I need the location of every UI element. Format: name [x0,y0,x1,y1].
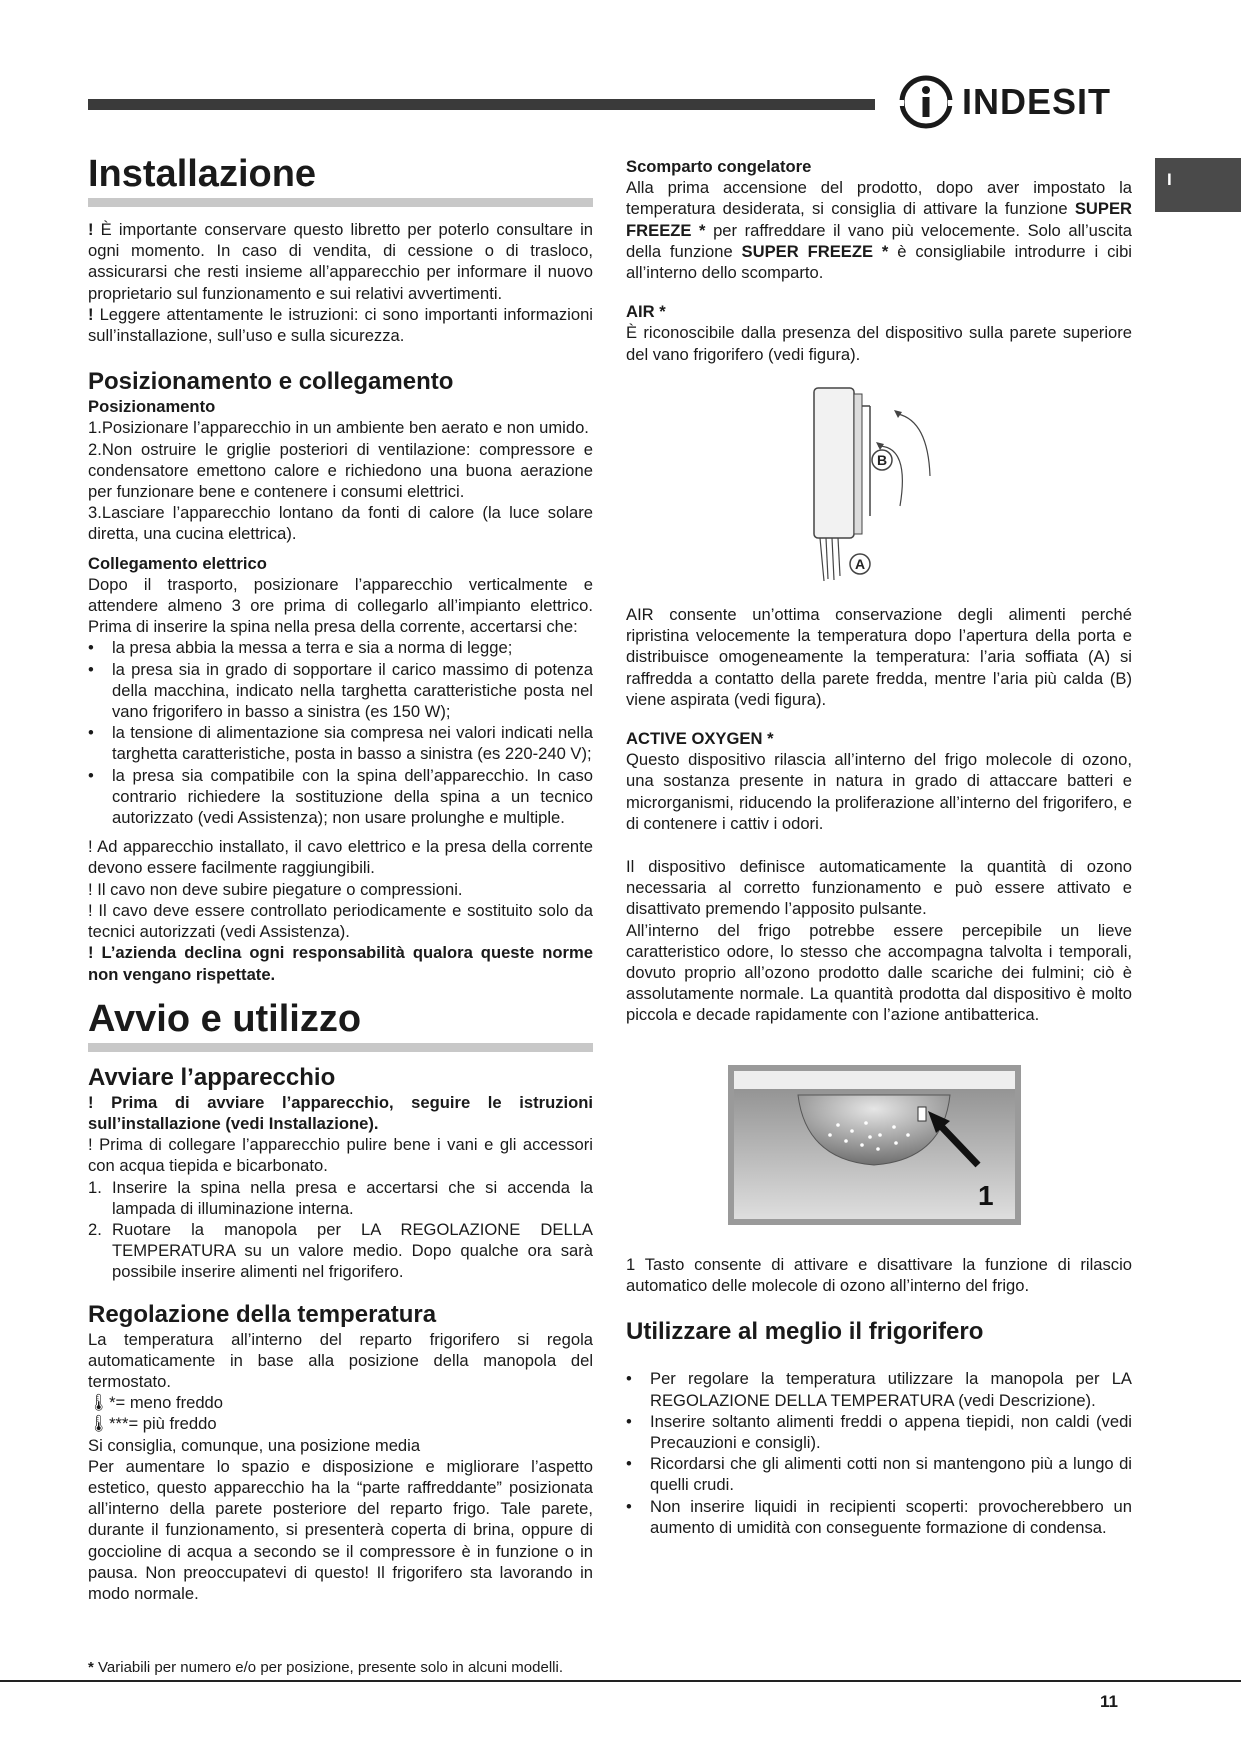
header-rule [88,99,875,110]
air-paragraph: È riconoscibile dalla presenza del dispositivo sulla parete superiore del vano frigorifero (vedi figura). [626,323,1132,364]
indesit-logo-icon [898,74,954,130]
list-item: • Per regolare la temperatura utilizzare la manopola per LA REGOLAZIONE DELLA TEMPERATURA (vedi Descrizione). [626,1368,1132,1410]
temperature-less-cold: 🌡*= meno freddo [88,1393,224,1413]
temperature-advice: Si consiglia, comunque, una posizione media [88,1435,421,1455]
left-column [88,152,593,1604]
temperature-title: Regolazione della temperatura [88,1300,437,1328]
list-item: 1. Inserire la spina nella presa e accertarsi che si accenda la lampada di illuminazione interna. [88,1177,593,1218]
label-b: B [876,452,888,468]
positioning-item: 3.Lasciare l’apparecchio lontano da fonti di calore (la luce solare diretta, una cucina elettrica). [88,503,593,544]
right-column-bottom [626,1254,1132,1538]
install-paragraph-2: ! Leggere attentamente le istruzioni: ci sono importanti informazioni sull’installazione, sull’uso e sulla sicurezza. [88,304,593,346]
start-warning-2: ! Prima di collegare l’apparecchio pulire bene i vani e gli accessori con acqua tiepida e bicarbonato. [88,1135,593,1176]
list-item: • la presa abbia la messa a terra e sia a norma di legge; [88,637,593,658]
electrical-disclaimer: ! L’azienda declina ogni responsabilità qualora queste norme non vengano rispettate. [88,943,593,984]
figure-label-1: 1 [978,1180,994,1211]
air-description: AIR consente un’ottima conservazione degli alimenti perché ripristina velocemente la temperatura dopo l’apertura della porta e distribuisce omogeneamente la temperatura: l’aria soffiata (A) si raffredda a contatto della parete fredda, mentre l’aria più calda (B) viene aspirata (vedi figura). [626,605,1132,709]
positioning-title: Posizionamento e collegamento [88,368,454,396]
list-item: • la tensione di alimentazione sia compresa nei valori indicati nella targhetta caratteristiche, posta in basso a sinistra (es 220-240 V); [88,722,593,764]
brand-logo [898,72,1111,132]
freezer-title: Scomparto congelatore [626,157,812,176]
freezer-paragraph: Alla prima accensione del prodotto, dopo aver impostato la temperatura desiderata, si consiglia di attivare la funzione SUPER FREEZE * per raffreddare il vano più velocemente. Solo all’uscita della funzione SUPER FREEZE * è consigliabile introdurre i cibi all’interno dello scomparto. [626,178,1133,283]
start-title: Avvio e utilizzo [88,997,593,1052]
oxygen-paragraph: Questo dispositivo rilascia all’interno del frigo molecole di ozono, una sostanza presente in natura in grado di attaccare batteri e microrganismi, riducendo la proliferazione all’interno del frigorifero, e di contenere i cattiv i odori. [626,750,1132,833]
list-item: • Non inserire liquidi in recipienti scoperti: provocherebbero un aumento di umidità con conseguente formazione di condensa. [626,1496,1132,1538]
language-tab: I [1155,158,1241,212]
positioning-item: 1.Posizionare l’apparecchio in un ambiente ben aerato e non umido. [88,418,589,438]
list-item: 2. Ruotare la manopola per LA REGOLAZIONE DELLA TEMPERATURA su un valore medio. Dopo qualche ora sarà possibile inserire alimenti nel frigorifero. [88,1219,593,1282]
thermometer-icon: 🌡 [88,1414,110,1434]
list-item: • Ricordarsi che gli alimenti cotti non si mantengono più a lungo di quelli crudi. [626,1453,1132,1495]
list-item: • Inserire soltanto alimenti freddi o appena tiepidi, non caldi (vedi Precauzioni e consigli). [626,1411,1132,1453]
install-paragraph-1: ! È importante conservare questo libretto per poterlo consultare in ogni momento. In caso di vendita, di cessione o di trasloco, assicurarsi che resti insieme all’apparecchio per informare il nuovo proprietario sul funzionamento e sui relativi avvertimenti. [88,220,593,303]
positioning-subtitle: Posizionamento [88,397,216,417]
electrical-warning: ! Ad apparecchio installato, il cavo elettrico e la presa della corrente devono essere facilmente raggiungibili. [88,837,593,878]
temperature-paragraph: La temperatura all’interno del reparto frigorifero si regola automaticamente in base alla posizione della manopola del termostato. [88,1329,593,1391]
label-a: A [854,556,866,572]
start-warning: ! Prima di avviare l’apparecchio, seguire le istruzioni sull’installazione (vedi Installazione). [88,1092,593,1133]
thermometer-icon: 🌡 [88,1393,110,1413]
temperature-paragraph: Per aumentare lo spazio e disposizione e migliorare l’aspetto estetico, questo apparecchio ha la “parte raffreddante” posizionata all’interno della parete posteriore del reparto frigo. Tale parete, durante il funzionamento, si presenterà coperta di brina, oppure di goccioline di acqua a secondo se il compressore è in funzione o in pausa. Non preoccupatevi di questo! Il frigorifero sta lavorando in modo normale. [88,1456,593,1603]
oxygen-caption: 1 Tasto consente di attivare e disattivare la funzione di rilascio automatico delle molecole di ozono all’interno del frigo. [626,1255,1132,1296]
list-item: • la presa sia in grado di sopportare il carico massimo di potenza della macchina, indicato nella targhetta caratteristiche posta nel vano frigorifero in basso a sinistra (es 150 W); [88,659,593,723]
best-use-title: Utilizzare al meglio il frigorifero [626,1318,984,1346]
temperature-more-cold: 🌡***= più freddo [88,1414,217,1434]
footer-rule [0,1680,1241,1682]
oxygen-title: ACTIVE OXYGEN * [626,729,774,749]
air-figure [790,386,940,586]
installation-title: Installazione [88,152,593,207]
electrical-warning: ! Il cavo non deve subire piegature o compressioni. [88,879,463,899]
start-steps [88,1177,593,1283]
positioning-item: 2.Non ostruire le griglie posteriori di ventilazione: compressore e condensatore emettono calore e richiedono una buona aerazione per funzionare bene e contenere i consumi elettrici. [88,439,593,502]
electrical-warning: ! Il cavo deve essere controllato periodicamente e sostituito solo da tecnici autorizzati (vedi Assistenza). [88,900,593,942]
footnote: * Variabili per numero e/o per posizione, presente solo in alcuni modelli. [88,1659,563,1676]
oxygen-paragraph: All’interno del frigo potrebbe essere percepibile un lieve caratteristico odore, lo stesso che accompagna talvolta i temporali, dovuto proprio all’ozono prodotto dalle scariche dei fulmini; ciò è assolutamente normale. La quantità prodotta dal dispositivo è molto piccola e decade rapidamente con l’azione antibatterica. [626,920,1132,1025]
brand-name: INDESIT [962,81,1112,122]
list-item: • la presa sia compatibile con la spina dell’apparecchio. In caso contrario richiedere la sostituzione della spina a un tecnico autorizzato (vedi Assistenza); non usare prolunghe e multiple. [88,765,593,829]
right-column-middle [626,604,1132,1026]
air-title: AIR * [626,302,666,322]
electrical-list [88,637,593,828]
start-subtitle: Avviare l’apparecchio [88,1063,336,1091]
electrical-title: Collegamento elettrico [88,553,267,573]
right-column [626,156,1132,365]
page-number: 11 [1100,1692,1118,1711]
oxygen-device-photo [728,1065,1021,1225]
oxygen-paragraph: Il dispositivo definisce automaticamente la quantità di ozono necessaria al corretto funzionamento e può essere attivato e disattivato premendo l’apposito pulsante. [626,857,1132,919]
best-use-list [626,1368,1132,1538]
electrical-intro: Dopo il trasporto, posizionare l’apparecchio verticalmente e attendere almeno 3 ore prima di collegarlo all’impianto elettrico. Prima di inserire la spina nella presa della corrente, accertarsi che: [88,574,593,637]
